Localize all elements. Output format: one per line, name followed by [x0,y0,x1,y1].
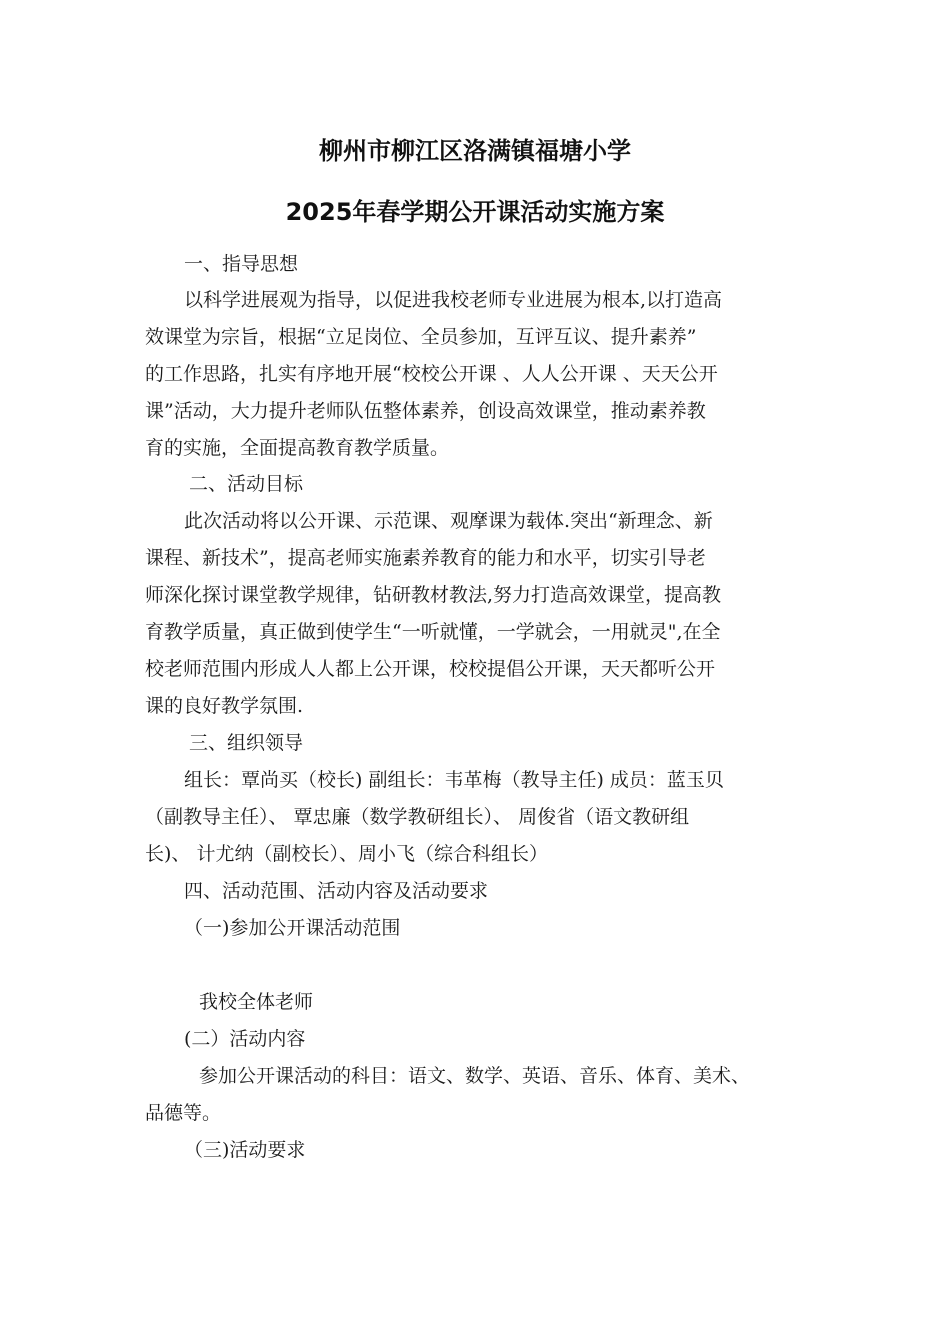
subheading-requirements: （三)活动要求 [184,1139,306,1161]
heading-scope-content-requirements: 四、活动范围、活动内容及活动要求 [184,880,489,902]
subheading-scope: （一)参加公开课活动范围 [184,917,401,939]
subheading-content: (二）活动内容 [184,1028,306,1050]
heading-organization: 三、组织领导 [189,732,304,754]
paragraph-line: 效课堂为宗旨，根据“立足岗位、全员参加，互评互议、提升素养” [145,326,697,348]
paragraph-line: 参加公开课活动的科目：语文、数学、英语、音乐、体育、美术、 [199,1065,751,1087]
paragraph-line: 此次活动将以公开课、示范课、观摩课为载体.突出“新理念、新 [184,510,713,532]
heading-guiding-ideology: 一、指导思想 [184,253,299,275]
paragraph-line: 组长：覃尚买（校长) 副组长：韦革梅（教导主任) 成员：蓝玉贝 [184,769,724,791]
paragraph-line: 课程、新技术”，提高老师实施素养教育的能力和水平，切实引导老 [145,547,706,569]
paragraph-line: 长)、 计尤纳（副校长）、周小飞（综合科组长） [145,843,548,865]
paragraph-line: 校老师范围内形成人人都上公开课，校校提倡公开课，天天都听公开 [145,658,716,680]
paragraph-line: 我校全体老师 [199,991,314,1013]
paragraph-line: 以科学进展观为指导，以促进我校老师专业进展为根本,以打造高 [184,289,723,311]
paragraph-line: 课”活动，大力提升老师队伍整体素养，创设高效课堂，推动素养教 [145,400,706,422]
paragraph-line: 师深化探讨课堂教学规律，钻研教材教法,努力打造高效课堂，提高教 [145,584,722,606]
document-title-plan: 2025年春学期公开课活动实施方案 [285,198,665,226]
paragraph-line: 育的实施，全面提高教育教学质量。 [145,437,450,459]
document-title-school: 柳州市柳江区洛满镇福塘小学 [319,137,631,165]
paragraph-line: 育教学质量，真正做到使学生“一听就懂，一学就会，一用就灵",在全 [145,621,721,643]
heading-activity-goals: 二、活动目标 [189,473,304,495]
paragraph-line: （副教导主任）、 覃忠廉（数学教研组长）、 周俊省（语文教研组 [145,806,690,828]
paragraph-line: 的工作思路，扎实有序地开展“校校公开课 、人人公开课 、天天公开 [145,363,718,385]
paragraph-line: 品德等。 [145,1102,222,1124]
paragraph-line: 课的良好教学氛围. [145,695,304,717]
